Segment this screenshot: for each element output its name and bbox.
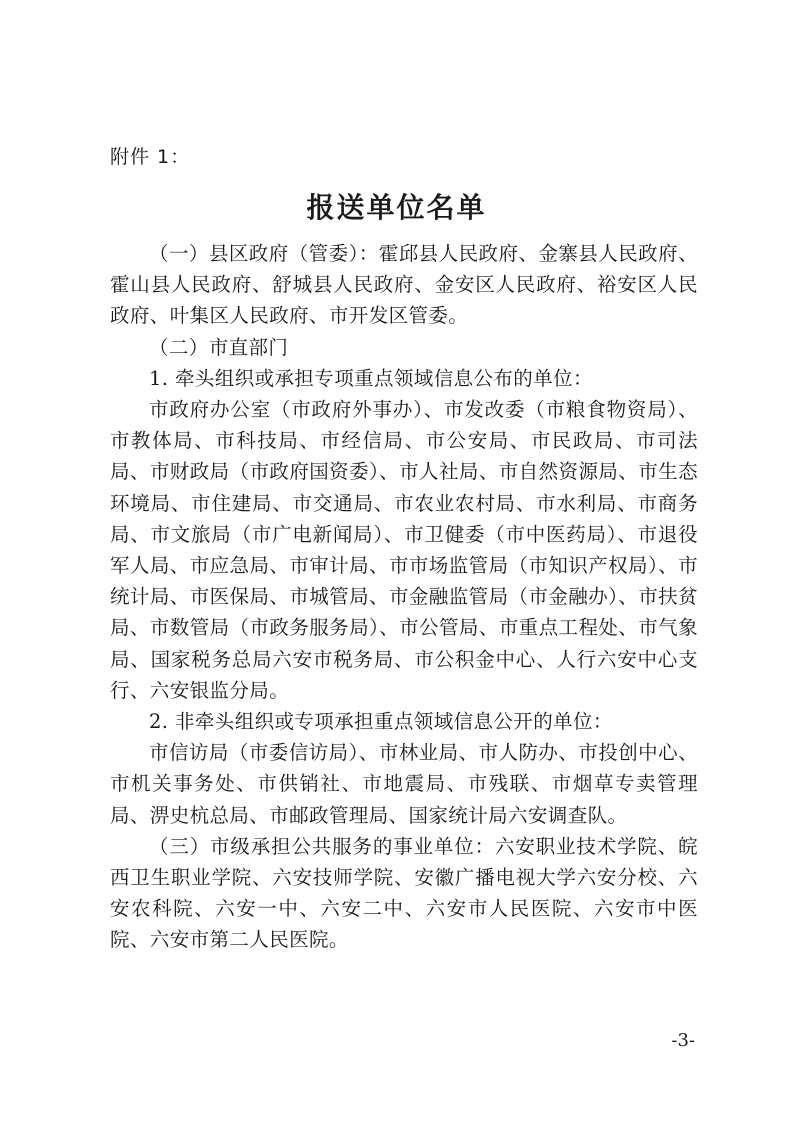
paragraph-non-lead-units-heading: 2. 非牵头组织或专项承担重点领域信息公开的单位：: [149, 710, 613, 734]
paragraph-public-service-institutions: （三）市级承担公共服务的事业单位：六安职业技术学院、皖西卫生职业学院、六安技师学院、安徽广播电视大学六安分校、六安农科院、六安一中、六安二中、六安市人民医院、六安市中医院、六安市第二人民医院。: [110, 834, 698, 952]
attachment-label: 附件 1：: [110, 146, 191, 168]
page-number: -3-: [671, 1030, 695, 1051]
document-body: [110, 238, 698, 956]
document-title: 报送单位名单: [306, 191, 487, 224]
paragraph-county-governments: （一）县区政府（管委）：霍邱县人民政府、金寨县人民政府、霍山县人民政府、舒城县人民政府、金安区人民政府、裕安区人民政府、叶集区人民政府、市开发区管委。: [110, 242, 698, 328]
paragraph-non-lead-units-list: 市信访局（市委信访局）、市林业局、市人防办、市投创中心、市机关事务处、市供销社、市地震局、市残联、市烟草专卖管理局、淠史杭总局、市邮政管理局、国家统计局六安调查队。: [110, 741, 698, 827]
paragraph-lead-units-heading: 1. 牵头组织或承担专项重点领域信息公布的单位：: [149, 366, 593, 390]
paragraph-lead-units-list: 市政府办公室（市政府外事办）、市发改委（市粮食物资局）、市教体局、市科技局、市经信局、市公安局、市民政局、市司法局、市财政局（市政府国资委）、市人社局、市自然资源局、市生态环境局、市住建局、市交通局、市农业农村局、市水利局、市商务局、市文旅局（市广电新闻局）、市卫健委（市中医药局）、市退役军人局、市应急局、市审计局、市市场监管局（市知识产权局）、市统计局、市医保局、市城管局、市金融监管局（市金融办）、市扶贫局、市数管局（市政务服务局）、市公管局、市重点工程处、市气象局、国家税务总局六安市税务局、市公积金中心、人行六安中心支行、六安银监分局。: [110, 398, 698, 702]
paragraph-city-departments-heading: （二）市直部门: [149, 335, 289, 359]
